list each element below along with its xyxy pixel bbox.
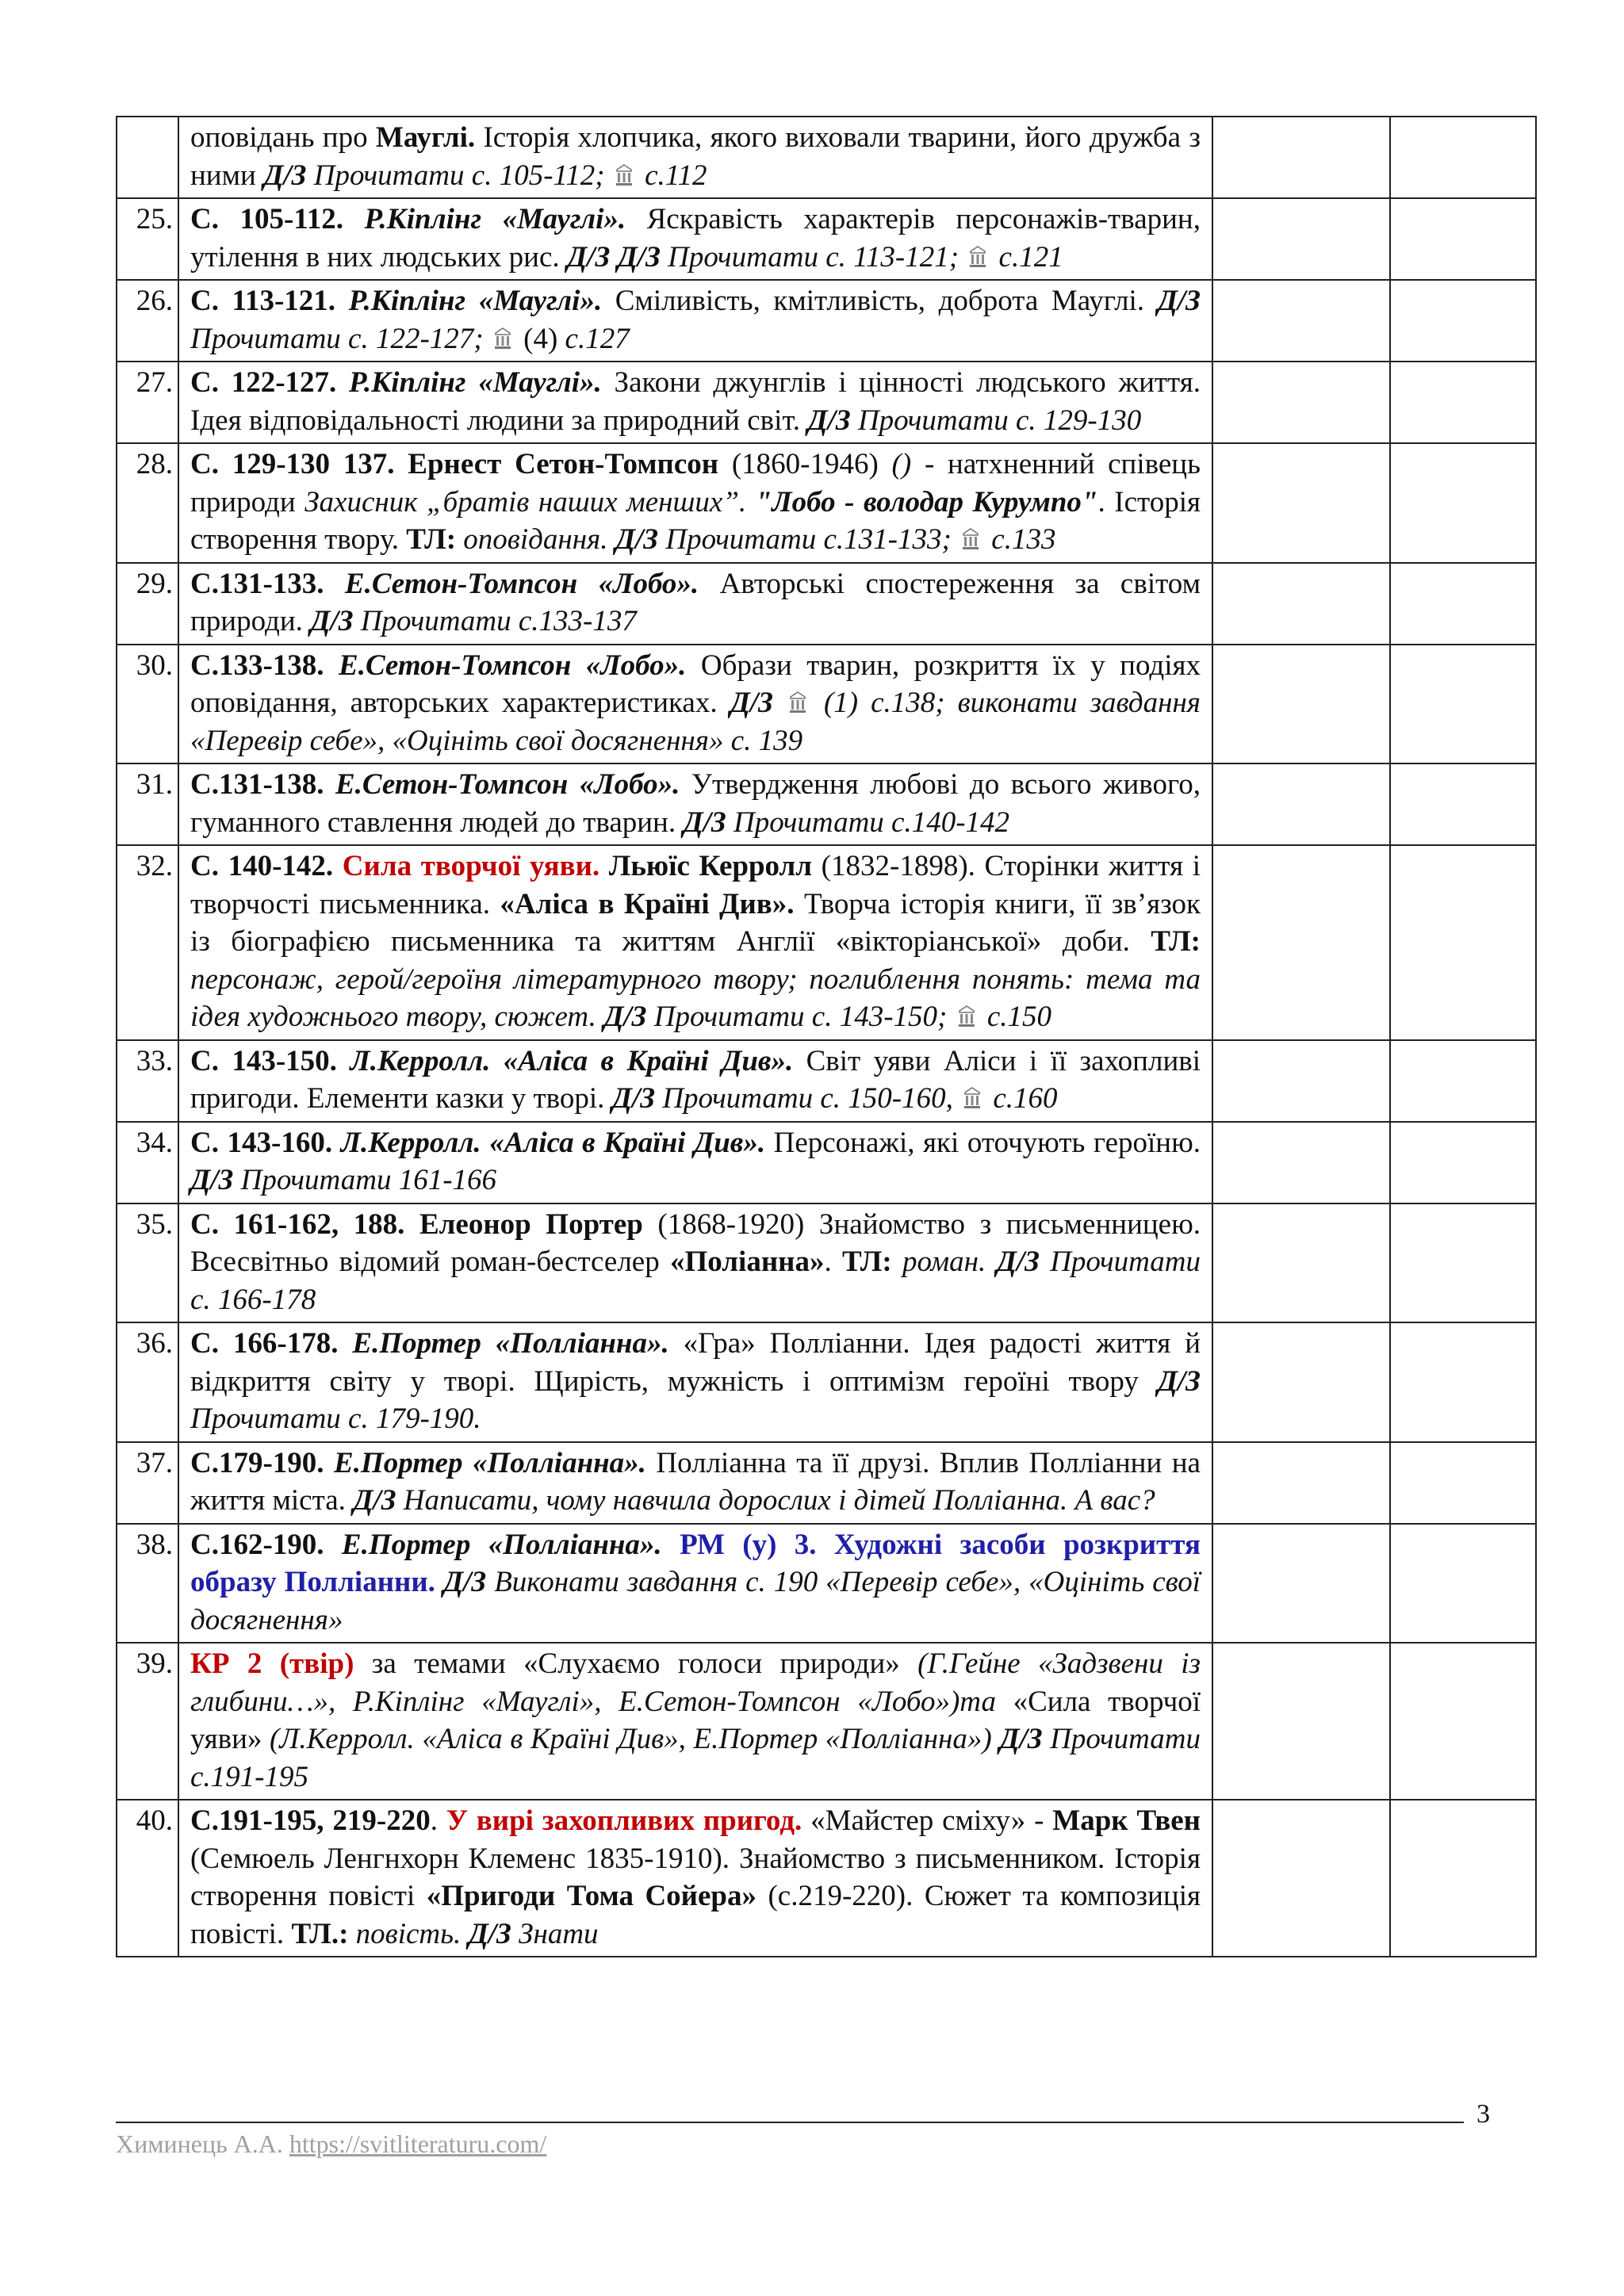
lesson-text-fragment: Прочитати с. 143-150; (646, 1001, 955, 1033)
lesson-content (178, 563, 1212, 645)
lesson-number: 25. (117, 198, 178, 280)
empty-cell-notes (1390, 1524, 1536, 1644)
lesson-content (178, 1122, 1212, 1203)
lesson-text-fragment: Написати, чому навчила дорослих і дітей Полліанна. А вас? (396, 1484, 1155, 1517)
lesson-content (178, 845, 1212, 1040)
lesson-text-fragment: С. 105-112. (190, 203, 365, 235)
lesson-text-fragment: Утвердження любові до всього живого, гуманного ставлення людей до тварин. (190, 768, 1201, 839)
lesson-text-fragment: Мауглі. (375, 121, 476, 154)
lesson-text-fragment: () (891, 448, 912, 480)
lesson-number (117, 117, 178, 198)
lesson-text-fragment: Е.Сетон-Томпсон «Лобо». (344, 567, 699, 600)
lesson-text-fragment: Д/З (611, 1082, 656, 1115)
lesson-text-fragment (986, 1246, 996, 1278)
lesson-content (178, 1524, 1212, 1644)
table-row (117, 1643, 1536, 1800)
empty-cell-date (1212, 1122, 1390, 1203)
table-row (117, 1203, 1536, 1323)
book-icon (956, 1001, 977, 1024)
lesson-text-fragment (596, 1001, 603, 1033)
lesson-text-fragment: Сила творчої уяви. (342, 850, 600, 882)
lesson-text-fragment: Прочитати с. 150-160, (655, 1082, 961, 1115)
lesson-text-fragment: С.162-190. (190, 1528, 342, 1561)
empty-cell-notes (1390, 563, 1536, 645)
table-row (117, 117, 1536, 198)
lesson-text-fragment: С. 122-127. (190, 366, 350, 399)
lesson-text-fragment: (1) с.138; виконати завдання «Перевір себе», «Оцініть свої досягнення» с. 139 (190, 687, 1201, 757)
lesson-text-fragment: Д/З (996, 1246, 1040, 1278)
lesson-number: 38. (117, 1524, 178, 1644)
lesson-text-fragment (435, 1566, 443, 1598)
lesson-text-fragment: с.127 (565, 322, 630, 355)
lesson-text-fragment: С.191-195, 219-220 (190, 1804, 431, 1837)
table-row (117, 280, 1536, 362)
lesson-number: 39. (117, 1643, 178, 1800)
lesson-text-fragment: Виконати завдання с. 190 «Перевір себе», «Оцініть свої досягнення» (190, 1566, 1201, 1636)
empty-cell-notes (1390, 845, 1536, 1040)
lesson-text-fragment: (1832-1898). Сторінки життя і творчості письменника. (190, 850, 1201, 920)
lesson-text-fragment: Прочитати с. 105-112; (306, 159, 612, 192)
lesson-text-fragment: Прочитати 161-166 (233, 1164, 497, 1196)
empty-cell-date (1212, 1322, 1390, 1442)
empty-cell-notes (1390, 117, 1536, 198)
lesson-text-fragment: С.131-133. (190, 567, 345, 600)
empty-cell-date (1212, 563, 1390, 645)
lesson-text-fragment (746, 486, 756, 519)
lesson-text-fragment: Е.Портер «Полліанна». (334, 1446, 646, 1479)
table-row (117, 845, 1536, 1040)
lesson-text-fragment: (4) (515, 322, 565, 355)
empty-cell-date (1212, 1524, 1390, 1644)
lesson-text-fragment: "Лобо - володар Курумпо" (755, 485, 1098, 519)
lesson-text-fragment: С.131-138. (190, 768, 335, 801)
lesson-text-fragment: . (430, 1804, 446, 1837)
empty-cell-date (1212, 845, 1390, 1040)
lesson-text-fragment: Прочитати с. 113-121; (660, 240, 967, 274)
empty-cell-notes (1390, 1040, 1536, 1122)
lesson-text-fragment: Д/З (999, 1723, 1043, 1755)
table-row (117, 563, 1536, 645)
lesson-text-fragment: с.112 (637, 159, 707, 192)
lesson-text-fragment: с.133 (984, 523, 1056, 556)
lesson-text-fragment: оповідань про (190, 121, 376, 154)
empty-cell-notes (1390, 1800, 1536, 1957)
empty-cell-date (1212, 1643, 1390, 1800)
lesson-text-fragment: Захисник „братів наших менших”. (304, 485, 747, 519)
lesson-text-fragment: Д/З (603, 1001, 647, 1033)
lesson-text-fragment: (Г.Гейне «Задзвени із глибини…», Р.Кіплінг «Мауглі», Е.Сетон-Томпсон «Лобо»)та (190, 1647, 1201, 1718)
empty-cell-date (1212, 1040, 1390, 1122)
empty-cell-notes (1390, 1322, 1536, 1442)
lesson-number: 28. (117, 443, 178, 563)
book-icon (962, 1082, 982, 1106)
lesson-text-fragment: Р.Кіплінг «Мауглі». (348, 285, 603, 317)
lesson-text-fragment: КР 2 (твір) (190, 1647, 354, 1680)
empty-cell-notes (1390, 1643, 1536, 1800)
lesson-number: 37. (117, 1442, 178, 1524)
empty-cell-date (1212, 1203, 1390, 1323)
lesson-text-fragment: Авторські спостереження за світом природи. (190, 567, 1201, 637)
lesson-text-fragment (608, 523, 615, 556)
lesson-text-fragment: Образи тварин, розкриття їх у подіях оповідання, авторських характеристиках. (190, 649, 1201, 719)
lesson-text-fragment: Е.Сетон-Томпсон «Лобо». (339, 649, 687, 682)
lesson-content (178, 117, 1212, 198)
lesson-number: 34. (117, 1122, 178, 1203)
footer (116, 2130, 546, 2159)
lesson-text-fragment: . Історія створення твору. (190, 485, 1201, 556)
lesson-number: 33. (117, 1040, 178, 1122)
lesson-text-fragment: Е.Портер «Полліанна». (341, 1528, 662, 1561)
lesson-text-fragment: (Л.Керролл. «Аліса в Країні Див», Е.Портер «Полліанна») (269, 1723, 992, 1755)
lesson-number: 29. (117, 563, 178, 645)
lesson-text-fragment: за темами «Слухаємо голоси природи» (354, 1647, 918, 1680)
lesson-text-fragment: Льюїс Керролл (608, 850, 813, 882)
lesson-text-fragment (662, 1529, 680, 1561)
lesson-text-fragment: Д/З (617, 240, 661, 274)
empty-cell-notes (1390, 1122, 1536, 1203)
lesson-text-fragment: Знати (511, 1917, 599, 1950)
lesson-text-fragment: Прочитати с. 179-190. (190, 1402, 481, 1435)
lesson-text-fragment (461, 1918, 468, 1950)
page-number: 3 (1477, 2099, 1490, 2129)
empty-cell-date (1212, 1800, 1390, 1957)
lesson-text-fragment: С. 166-178. (190, 1327, 353, 1360)
lesson-text-fragment: РМ (у) 3. Художні засоби розкриття образу Полліанни. (190, 1528, 1201, 1598)
lesson-text-fragment: Д/З (190, 1164, 234, 1196)
lesson-text-fragment: (с.219-220). Сюжет та композиція повісті. (190, 1880, 1201, 1950)
empty-cell-notes (1390, 280, 1536, 362)
lesson-text-fragment: С. 143-160. (190, 1126, 341, 1159)
lesson-content (178, 443, 1212, 563)
lesson-number: 35. (117, 1203, 178, 1323)
lesson-text-fragment: С. 161-162, 188. Елеонор Портер (190, 1207, 643, 1241)
lesson-text-fragment: Світ уяви Аліси і її захопливі пригоди. Елементи казки у творі. (190, 1044, 1201, 1115)
lesson-text-fragment: с.160 (986, 1082, 1058, 1115)
book-icon (787, 687, 808, 710)
table-row (117, 1800, 1536, 1957)
empty-cell-notes (1390, 198, 1536, 280)
table-row (117, 1442, 1536, 1524)
lesson-text-fragment: (1868-1920) Знайомство з письменницею. Всесвітньо відомий роман-бестселер (190, 1207, 1201, 1278)
lesson-text-fragment (773, 687, 786, 719)
empty-cell-notes (1390, 1203, 1536, 1323)
lesson-text-fragment: Р.Кіплінг «Мауглі». (364, 203, 626, 235)
lesson-content (178, 1442, 1212, 1524)
lesson-content (178, 1040, 1212, 1122)
lesson-text-fragment: Полліанна та її друзі. Вплив Полліанни на життя міста. (190, 1446, 1201, 1517)
lesson-text-fragment: Сміливість, кмітливість, доброта Мауглі. (602, 285, 1158, 317)
lesson-text-fragment: С. 129-130 137. Ернест Сетон-Томпсон (190, 448, 719, 480)
lesson-text-fragment: - натхненний співець природи (190, 448, 1201, 519)
table-row (117, 1122, 1536, 1203)
lesson-number: 26. (117, 280, 178, 362)
lesson-text-fragment: Історія хлопчика, якого виховали тварини, його дружба з ними (190, 121, 1201, 192)
lesson-text-fragment: Л.Керролл. «Аліса в Країні Див». (340, 1126, 766, 1159)
lesson-text-fragment: Р.Кіплінг «Мауглі». (349, 366, 602, 399)
lesson-text-fragment: Д/З (310, 605, 354, 637)
lesson-text-fragment: с.121 (991, 240, 1063, 274)
lesson-text-fragment: Прочитати с. 166-178 (190, 1246, 1201, 1316)
lesson-text-fragment: Персонажі, які оточують героїню. (765, 1126, 1201, 1159)
lesson-text-fragment: ТЛ: (1151, 925, 1201, 958)
lesson-text-fragment: Д/З (468, 1917, 511, 1950)
footer-author: Химинець А.А. (116, 2130, 289, 2158)
lesson-text-fragment: Д/З (263, 159, 307, 192)
table-row (117, 763, 1536, 845)
empty-cell-notes (1390, 443, 1536, 563)
book-icon (960, 523, 981, 547)
lesson-text-fragment: С.179-190. (190, 1446, 335, 1479)
lesson-text-fragment: «Аліса в Країні Див». (500, 887, 795, 920)
empty-cell-notes (1390, 763, 1536, 845)
table-row (117, 645, 1536, 764)
lesson-text-fragment: «Сила творчої уяви» (190, 1685, 1201, 1755)
lesson-text-fragment: Прочитати с.191-195 (190, 1723, 1201, 1793)
lesson-text-fragment: У вирі захопливих пригод. (446, 1804, 802, 1837)
lesson-number: 32. (117, 845, 178, 1040)
empty-cell-notes (1390, 1442, 1536, 1524)
table-row (117, 443, 1536, 563)
lesson-text-fragment: Прочитати с. 122-127; (190, 322, 491, 355)
lesson-text-fragment: Д/З (1157, 285, 1201, 317)
lesson-number: 27. (117, 362, 178, 443)
lesson-text-fragment: ТЛ.: (291, 1917, 349, 1950)
lesson-plan-sheet (116, 116, 1532, 1957)
table-row (117, 1322, 1536, 1442)
lesson-text-fragment (599, 850, 609, 882)
lesson-number: 31. (117, 763, 178, 845)
empty-cell-notes (1390, 645, 1536, 764)
lesson-content (178, 280, 1212, 362)
lesson-text-fragment: Д/З (807, 404, 851, 437)
lesson-content (178, 1322, 1212, 1442)
lesson-text-fragment: роман. (891, 1246, 986, 1278)
lesson-text-fragment: Марк Твен (1052, 1804, 1201, 1837)
lesson-text-fragment: персонаж, герой/героїня літературного твору; поглиблення понять: тема та ідея художнього твору, сюжет. (190, 962, 1201, 1033)
lesson-text-fragment: ТЛ: (841, 1246, 892, 1278)
empty-cell-date (1212, 645, 1390, 764)
lesson-text-fragment: Д/З (353, 1484, 396, 1517)
book-icon (492, 323, 513, 346)
lesson-text-fragment: Прочитати с. 129-130 (850, 404, 1142, 437)
lesson-text-fragment: (Семюель Ленгнхорн Клеменс 1835-1910). Знайомство з письменником. Історія створення повісті (190, 1842, 1201, 1912)
empty-cell-date (1212, 763, 1390, 845)
empty-cell-date (1212, 362, 1390, 443)
lesson-text-fragment: С. 140-142. (190, 850, 343, 882)
lesson-text-fragment: Прочитати с.131-133; (658, 523, 959, 556)
footer-link[interactable]: https://svitliteraturu.com/ (289, 2130, 547, 2158)
book-icon (614, 159, 634, 183)
lesson-text-fragment: «Поліанна» (669, 1246, 825, 1278)
lesson-text-fragment: с.150 (979, 1001, 1052, 1033)
lesson-text-fragment (610, 241, 617, 274)
table-row (117, 362, 1536, 443)
table-row (117, 1524, 1536, 1644)
lesson-text-fragment: Прочитати с.140-142 (726, 806, 1010, 839)
lesson-content (178, 763, 1212, 845)
lesson-content (178, 645, 1212, 764)
lesson-content (178, 362, 1212, 443)
lesson-text-fragment: Л.Керролл. «Аліса в Країні Див». (350, 1044, 794, 1077)
lesson-text-fragment: Е.Сетон-Томпсон «Лобо». (335, 768, 680, 801)
empty-cell-date (1212, 443, 1390, 563)
lesson-text-fragment: Д/З (615, 523, 659, 556)
lesson-text-fragment: «Пригоди Тома Сойера» (426, 1880, 756, 1912)
lesson-content (178, 198, 1212, 280)
footer-divider (116, 2122, 1464, 2123)
lesson-text-fragment: С.133-138. (190, 649, 339, 682)
lesson-text-fragment: . (824, 1246, 842, 1278)
lesson-plan-body (117, 117, 1536, 1957)
lesson-text-fragment: «Майстер сміху» - (802, 1804, 1053, 1837)
lesson-content (178, 1800, 1212, 1957)
lesson-text-fragment: Д/З (683, 806, 726, 839)
empty-cell-date (1212, 198, 1390, 280)
book-icon (967, 241, 988, 265)
lesson-text-fragment (992, 1723, 1000, 1755)
lesson-text-fragment: С. 113-121. (190, 285, 349, 317)
empty-cell-date (1212, 117, 1390, 198)
lesson-text-fragment: Творча історія книги, її зв’язок із біографією письменника та життям Англії «вікторіанської» доби. (190, 887, 1201, 958)
lesson-number: 40. (117, 1800, 178, 1957)
empty-cell-date (1212, 1442, 1390, 1524)
table-row (117, 1040, 1536, 1122)
lesson-text-fragment: Д/З (566, 240, 611, 274)
lesson-number: 30. (117, 645, 178, 764)
lesson-text-fragment: Д/З (730, 687, 773, 719)
lesson-text-fragment: Закони джунглів і цінності людського життя. Ідея відповідальності людини за природний світ. (190, 366, 1201, 437)
empty-cell-date (1212, 280, 1390, 362)
lesson-content (178, 1643, 1212, 1800)
empty-cell-notes (1390, 362, 1536, 443)
lesson-text-fragment: (1860-1946) (718, 448, 892, 480)
lesson-text-fragment: Е.Портер «Полліанна». (352, 1327, 669, 1360)
lesson-text-fragment: ТЛ: (406, 523, 457, 556)
lesson-content (178, 1203, 1212, 1323)
lesson-text-fragment: «Гра» Полліанни. Ідея радості життя й відкриття світу у творі. Щирість, мужність і оптимізм героїні твору (190, 1327, 1201, 1398)
table-row (117, 198, 1536, 280)
lesson-text-fragment: Прочитати с.133-137 (353, 605, 637, 637)
lesson-number: 36. (117, 1322, 178, 1442)
lesson-text-fragment: Д/З (442, 1566, 487, 1598)
lesson-text-fragment: С. 143-150. (190, 1044, 350, 1077)
lesson-text-fragment: Яскравість характерів персонажів-тварин, утілення в них людських рис. (190, 203, 1201, 274)
lesson-text-fragment: Д/З (1157, 1364, 1201, 1398)
lesson-text-fragment: оповідання. (456, 523, 608, 556)
lesson-text-fragment: повість. (348, 1917, 462, 1950)
lesson-plan-table (116, 116, 1537, 1957)
